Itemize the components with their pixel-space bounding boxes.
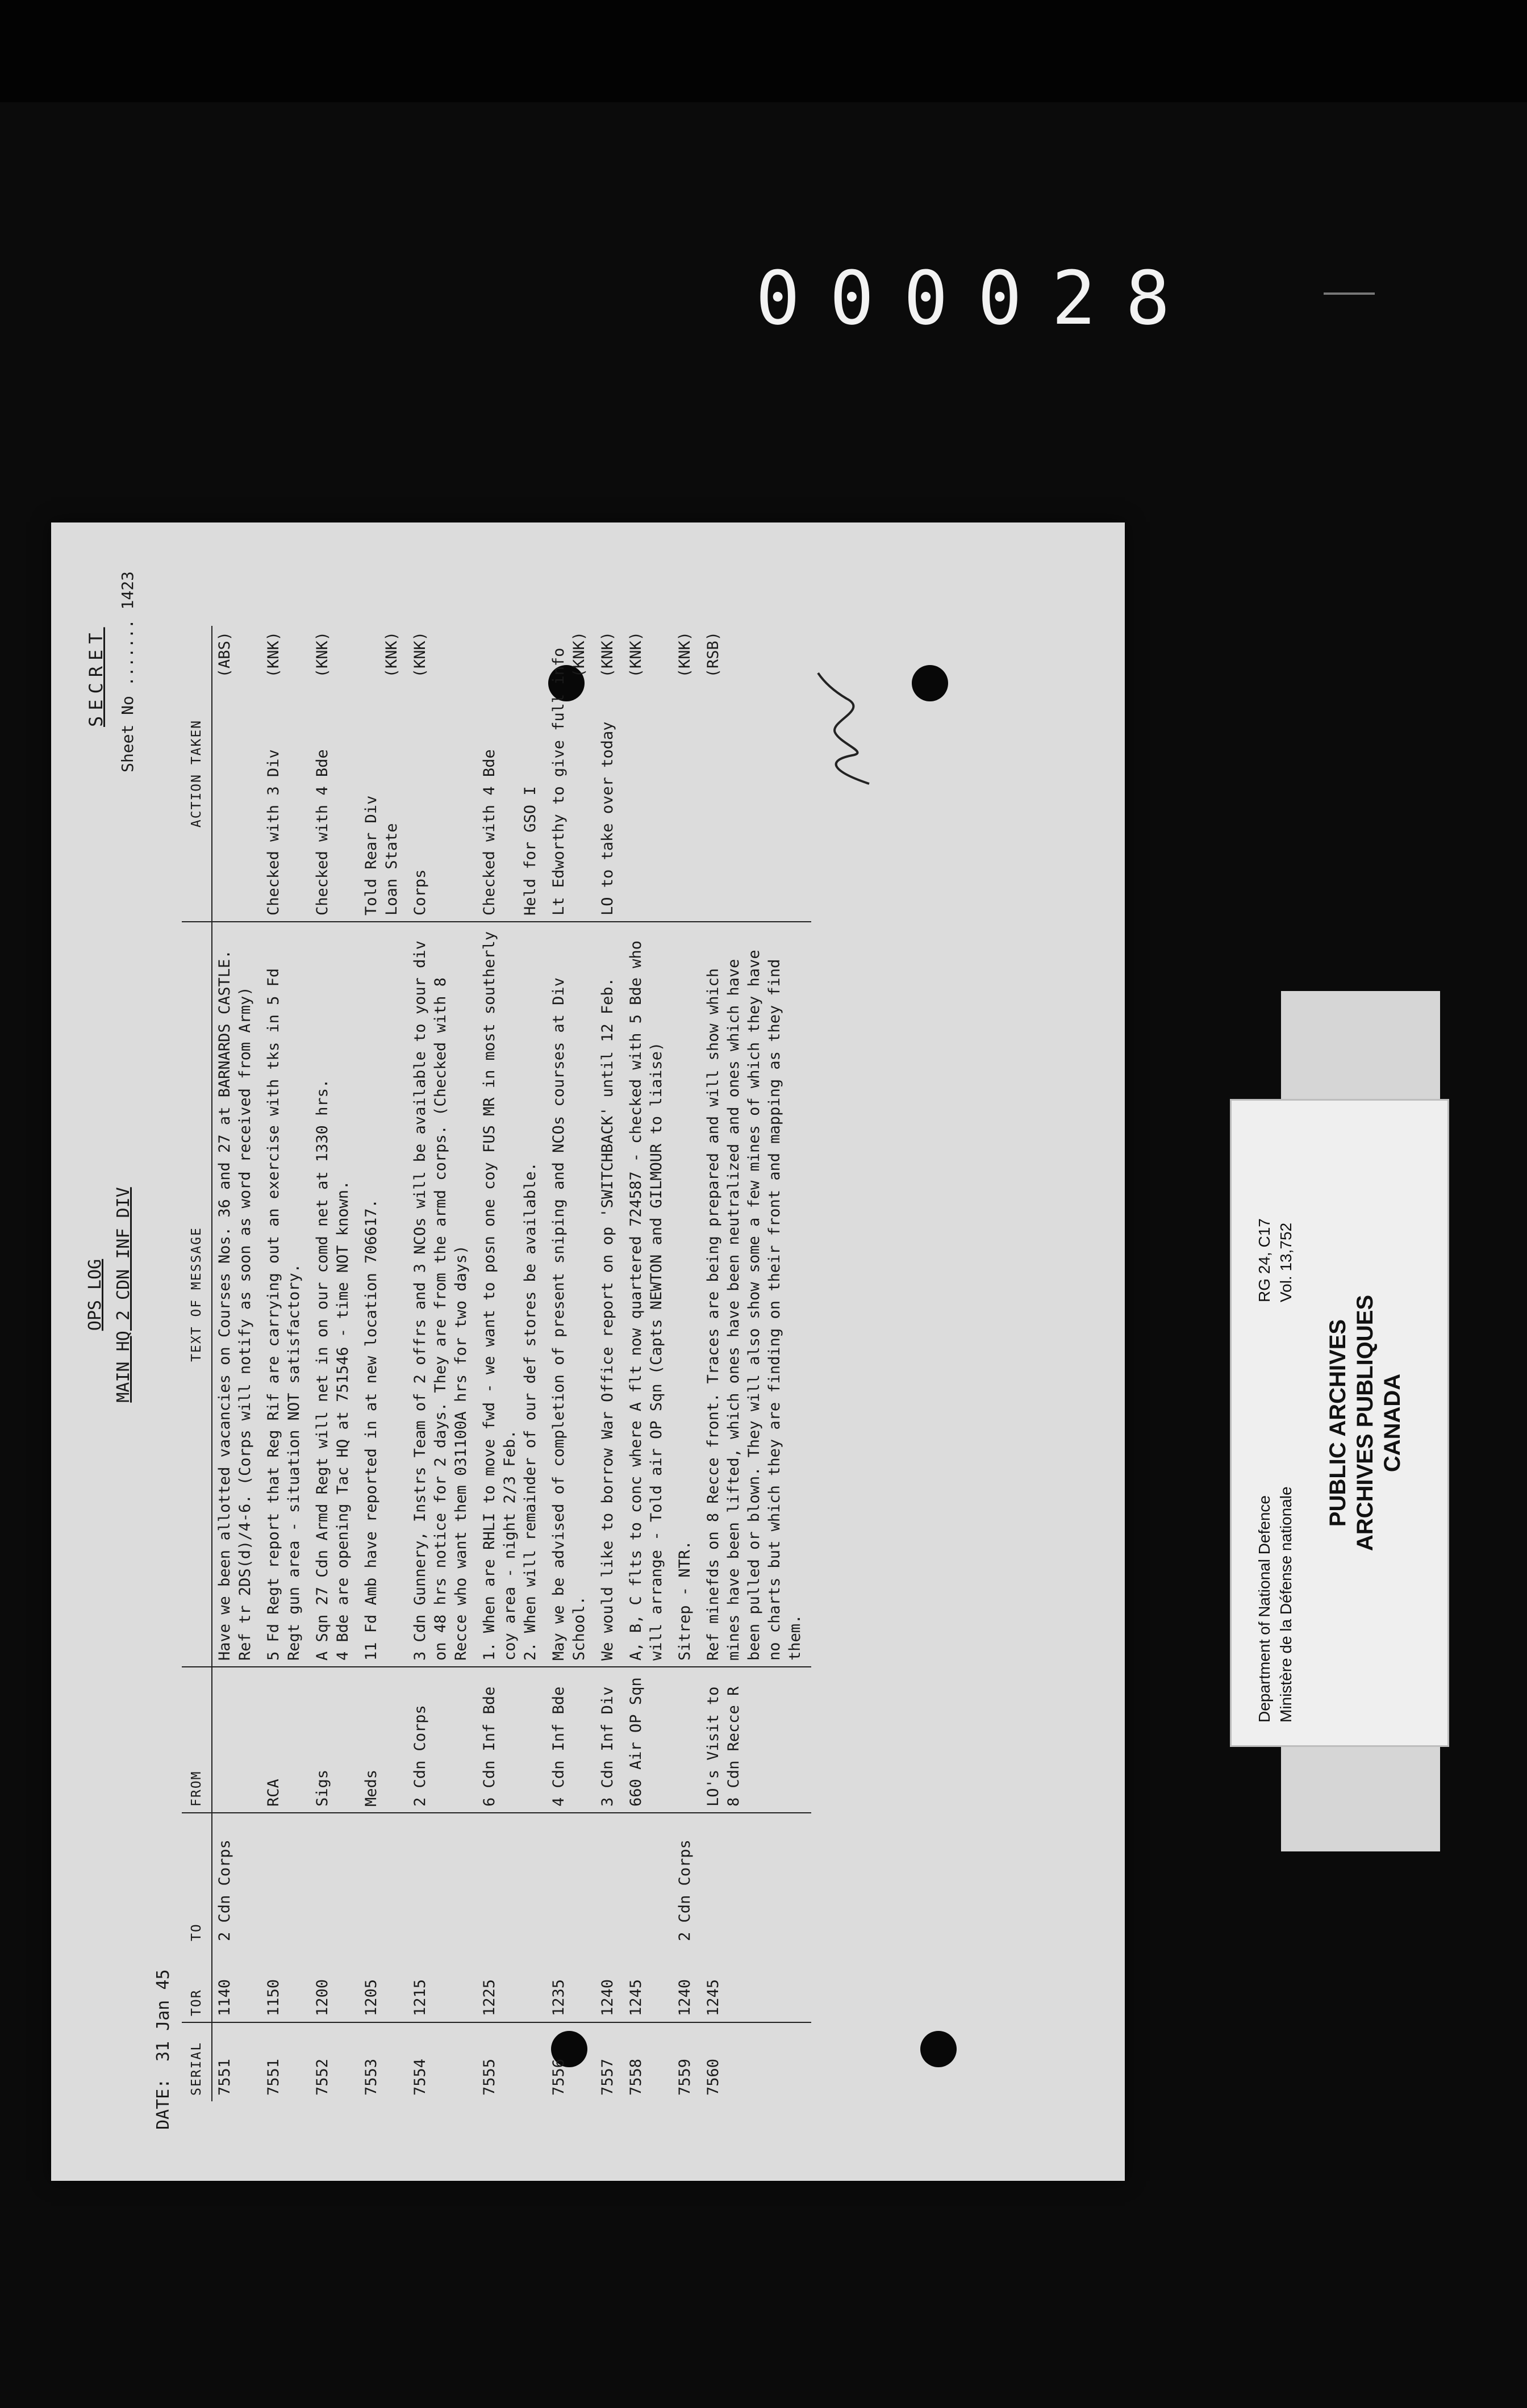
cell-from: RCA [261,1667,310,1813]
date-label: DATE: [153,2078,173,2130]
cell-serial: 7552 [310,2022,359,2101]
action-text: Lt Edworthy to give full info [550,647,568,915]
cell-action [546,626,595,922]
sheet-number-label: Sheet No [118,696,137,772]
cell-serial: 7556 [546,2022,595,2101]
cell-text: 1. When are RHLI to move fwd - we want to posn one coy FUS MR in most southerly coy area - night 2/3 Feb. 2. When will remainder of our def stores be available. [477,922,546,1667]
cell-action [701,626,811,922]
label-record-group: RG 24, C17 [1255,1218,1273,1302]
log-subtitle: MAIN HQ 2 CDN INF DIV [114,1187,133,1403]
cell-tor: 1245 [627,1979,645,2016]
archive-label [1230,1099,1449,1747]
sheet-number-line [118,571,137,772]
table-row [261,626,310,2101]
sheet-number-value: 1423 [118,571,137,610]
cell-serial: 7558 [624,2022,673,2101]
label-volume: Vol. 13,752 [1277,1222,1295,1302]
cell-tor: 1225 [481,1979,498,2016]
action-text: Corps [411,869,429,915]
cell-from: 4 Cdn Inf Bde [546,1667,595,1813]
label-archives-en: PUBLIC ARCHIVES [1325,1319,1350,1527]
table-row [546,626,595,2101]
cell-tor: 1240 [599,1979,616,2016]
cell-from: 660 Air OP Sqn [624,1667,673,1813]
action-initials: (RSB) [704,632,722,678]
cell-serial: 7551 [212,2022,261,2101]
table-row [595,626,624,2101]
cell-tor: 1240 [676,1979,694,2016]
archive-label-content [1232,1101,1447,1745]
cell-serial: 7557 [595,2022,624,2101]
col-tor: TOR [182,1947,212,2022]
cell-tor: 1215 [411,1979,429,2016]
cell-action [624,626,673,922]
cell-to [701,1813,811,1947]
cell-to [546,1813,595,1947]
cell-action [408,626,477,922]
action-initials: (KNK) [265,632,282,678]
cell-serial: 7560 [701,2022,811,2101]
cell-from: LO's Visit to 8 Cdn Recce R [701,1667,811,1813]
cell-action [212,626,261,922]
cell-serial: 7553 [359,2022,408,2101]
cell-from: 6 Cdn Inf Bde [477,1667,546,1813]
cell-serial: 7551 [261,2022,310,2101]
cell-text: 5 Fd Regt report that Reg Rif are carrying out an exercise with tks in 5 Fd Regt gun area - situation NOT satisfactory. [261,922,310,1667]
col-action: ACTION TAKEN [182,626,212,922]
action-text: Checked with 4 Bde [314,749,331,915]
action-initials: (KNK) [314,632,331,678]
cell-to [359,1813,408,1947]
table-row [624,626,673,2101]
col-serial: SERIAL [182,2022,212,2101]
handwritten-signature [801,664,892,795]
cell-tor: 1245 [704,1979,722,2016]
punch-hole-bottom-right [920,2031,957,2067]
table-row [408,626,477,2101]
cell-text: Ref minefds on 8 Recce front. Traces are being prepared and will show which mines have been lifted, which ones have been neutralized and ones which have been pulled or blown. They will also show some a few mines of which they have no charts but which they are finding on their front and mapping as they find them. [701,922,811,1667]
action-text: Told Rear Div Loan State [362,795,400,915]
col-to: TO [182,1813,212,1947]
log-title: OPS LOG [85,1259,105,1331]
cell-tor: 1150 [265,1979,282,2016]
cell-serial: 7555 [477,2022,546,2101]
ops-log-table [182,626,811,2101]
action-text: LO to take over today [599,721,616,915]
cell-text: A Sqn 27 Cdn Armd Regt will net in on our comd net at 1330 hrs. 4 Bde are opening Tac HQ at 751546 - time NOT known. [310,922,359,1667]
cell-action [673,626,701,922]
cell-tor: 1235 [550,1979,568,2016]
cell-from: 3 Cdn Inf Div [595,1667,624,1813]
cell-action [477,626,546,922]
cell-to: 2 Cdn Corps [673,1813,701,1947]
table-row [310,626,359,2101]
cell-from [673,1667,701,1813]
label-country: CANADA [1380,1373,1405,1473]
cell-to: 2 Cdn Corps [212,1813,261,1947]
table-header-row [182,626,212,2101]
action-initials: (KNK) [383,632,400,678]
classification-stamp: SECRET [85,627,107,727]
frame-number: 000028 [756,255,1200,341]
table-row [359,626,408,2101]
action-initials: (KNK) [627,632,645,678]
cell-action [359,626,408,922]
sheet-number-dots: ....... [118,609,137,687]
ops-log-sheet [51,522,1125,2181]
log-sheet-photo [51,522,1125,2181]
cell-serial: 7554 [408,2022,477,2101]
cell-serial: 7559 [673,2022,701,2101]
cell-action [310,626,359,922]
table-row [212,626,261,2101]
cell-from: 2 Cdn Corps [408,1667,477,1813]
action-initials: (KNK) [676,632,694,678]
cell-action [595,626,624,922]
cell-tor: 1205 [362,1979,380,2016]
cell-text: Have we been allotted vacancies on Courses Nos. 36 and 27 at BARNARDS CASTLE. Ref tr 2DS(d)/4-6. (Corps will notify as soon as word received from Army) [212,922,261,1667]
table-row [477,626,546,2101]
cell-action [261,626,310,922]
label-department-en: Department of National Defence [1255,1495,1273,1723]
cell-text: 3 Cdn Gunnery, Instrs Team of 2 offrs and 3 NCOs will be available to your div on 48 hrs notice for 2 days. They are from the armd corps. (Checked with 8 Recce who want them 031100A hrs for two days) [408,922,477,1667]
cell-to [624,1813,673,1947]
label-department-fr: Ministère de la Défense nationale [1277,1486,1295,1723]
cell-to [477,1813,546,1947]
action-initials: (ABS) [216,632,233,678]
cell-to [310,1813,359,1947]
action-initials: (KNK) [599,632,616,678]
cell-tor: 1200 [314,1979,331,2016]
table-row [701,626,811,2101]
film-top-band [0,0,1527,102]
cell-text: 11 Fd Amb have reported in at new location 706617. [359,922,408,1667]
cell-from: Sigs [310,1667,359,1813]
frame-number-dash [1324,292,1375,295]
col-from: FROM [182,1667,212,1813]
cell-to [408,1813,477,1947]
action-initials: (KNK) [411,632,429,678]
action-initials: (KNK) [570,632,588,678]
cell-text: We would like to borrow War Office report on op 'SWITCHBACK' until 12 Feb. [595,922,624,1667]
cell-text: A, B, C flts to conc where A flt now quartered 724587 - checked with 5 Bde who will arrange - Told air OP Sqn (Capts NEWTON and GILMOUR to liaise) [624,922,673,1667]
cell-tor: 1140 [216,1979,233,2016]
col-text: TEXT OF MESSAGE [182,922,212,1667]
label-archives-fr: ARCHIVES PUBLIQUES [1353,1294,1378,1552]
cell-from: Meds [359,1667,408,1813]
table-row [673,626,701,2101]
date-value: 31 Jan 45 [153,1969,173,2062]
sheet-header [51,522,193,2181]
cell-to [261,1813,310,1947]
action-text: Checked with 3 Div [265,749,282,915]
action-text: Checked with 4 Bde Held for GSO I [481,749,539,915]
cell-from [212,1667,261,1813]
cell-text: May we be advised of completion of present sniping and NCOs courses at Div School. [546,922,595,1667]
punch-hole-top-right [912,665,948,701]
cell-text: Sitrep - NTR. [673,922,701,1667]
cell-to [595,1813,624,1947]
